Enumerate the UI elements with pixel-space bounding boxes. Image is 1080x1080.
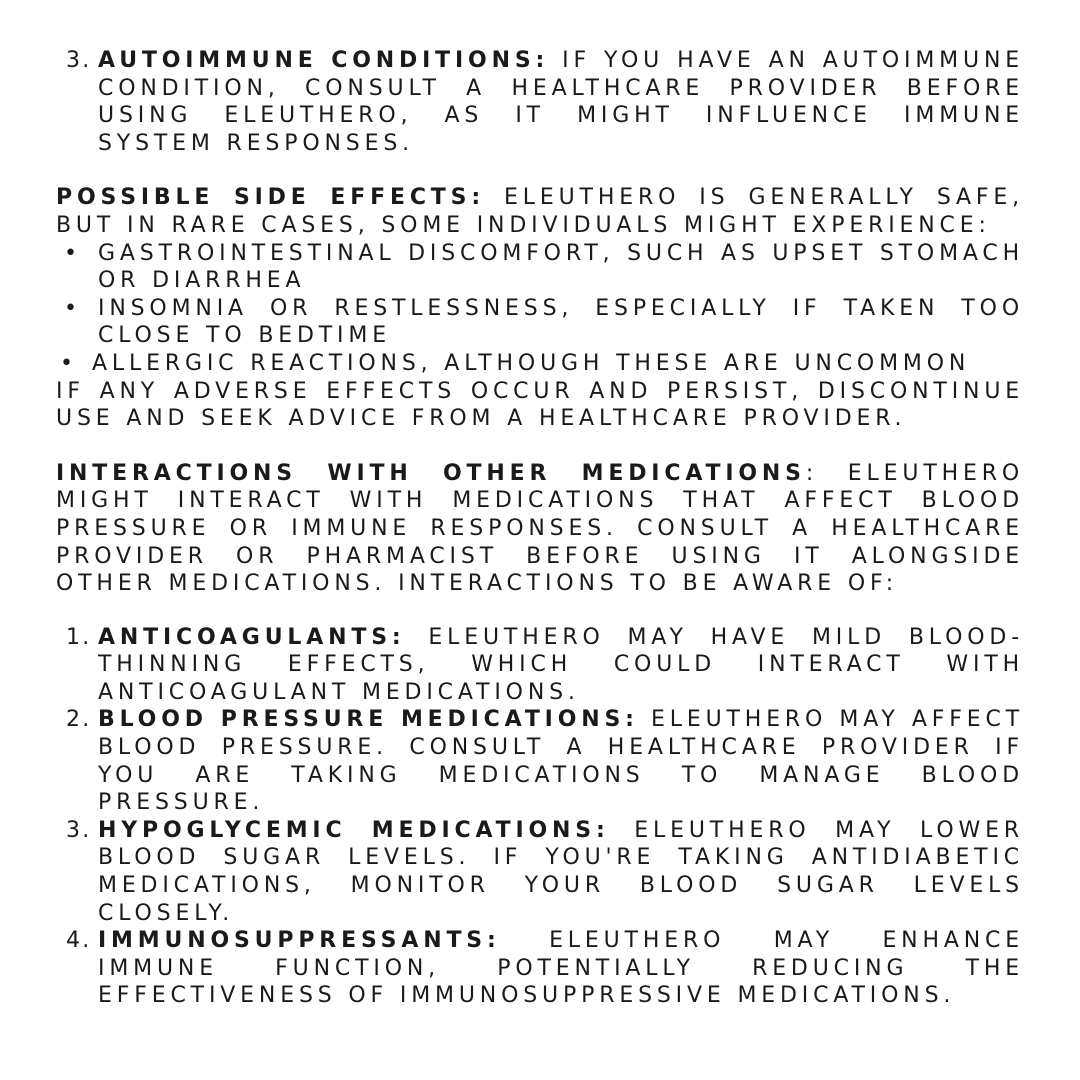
- side-effects-bullet-list: [56, 240, 1024, 378]
- item-heading: BLOOD PRESSURE MEDICATIONS:: [98, 707, 639, 733]
- interactions-intro: [56, 460, 1024, 598]
- section-text: ELEUTHERO IS GENERALLY SAFE, BUT IN RARE CASES, SOME INDIVIDUALS MIGHT EXPERIENCE:: [56, 185, 1024, 238]
- item-text: IF YOU HAVE AN AUTOIMMUNE CONDITION, CONSULT A HEALTHCARE PROVIDER BEFORE USING ELEUTHERO, AS IT MIGHT INFLUENCE IMMUNE SYSTEM RESPONSES.: [98, 48, 1024, 156]
- item-heading: IMMUNOSUPPRESSANTS:: [98, 928, 501, 954]
- item-text: ELEUTHERO MAY ENHANCE IMMUNE FUNCTION, POTENTIALLY REDUCING THE EFFECTIVENESS OF IMMUNOSUPPRESSIVE MEDICATIONS.: [98, 928, 1024, 1009]
- list-item-autoimmune: [56, 47, 1024, 157]
- document-page: [56, 47, 1024, 1010]
- bullet-text: GASTROINTESTINAL DISCOMFORT, SUCH AS UPSET STOMACH OR DIARRHEA: [98, 240, 1024, 294]
- list-item-hypoglycemic: [56, 817, 1024, 927]
- item-text: ELEUTHERO MAY AFFECT BLOOD PRESSURE. CONSULT A HEALTHCARE PROVIDER IF YOU ARE TAKING MEDICATIONS TO MANAGE BLOOD PRESSURE.: [98, 707, 1024, 816]
- side-effects-intro: [56, 184, 1024, 239]
- section-heading: INTERACTIONS WITH OTHER MEDICATIONS: [56, 460, 806, 486]
- item-heading: ANTICOAGULANTS:: [98, 624, 406, 650]
- side-effects-closing: IF ANY ADVERSE EFFECTS OCCUR AND PERSIST, DISCONTINUE USE AND SEEK ADVICE FROM A HEALTHCARE PROVIDER.: [56, 378, 1024, 432]
- interactions-section: [56, 460, 1024, 1010]
- spacer: [56, 433, 1024, 460]
- item-text: ELEUTHERO MAY HAVE MILD BLOOD-THINNING EFFECTS, WHICH COULD INTERACT WITH ANTICOAGULANT MEDICATIONS.: [98, 624, 1024, 705]
- section-heading: POSSIBLE SIDE EFFECTS:: [56, 185, 485, 211]
- list-number: 2.: [66, 707, 92, 733]
- interactions-numbered-list: [56, 624, 1024, 1010]
- list-item: [56, 350, 1024, 378]
- bullet-text: ALLERGIC REACTIONS, ALTHOUGH THESE ARE UNCOMMON: [92, 350, 971, 376]
- list-number: 3.: [66, 48, 92, 73]
- bullet-text: INSOMNIA OR RESTLESSNESS, ESPECIALLY IF TAKEN TOO CLOSE TO BEDTIME: [98, 295, 1024, 349]
- spacer: [56, 157, 1024, 184]
- intro-numbered-list: [56, 47, 1024, 157]
- item-text: ELEUTHERO MAY LOWER BLOOD SUGAR LEVELS. IF YOU'RE TAKING ANTIDIABETIC MEDICATIONS, MONITOR YOUR BLOOD SUGAR LEVELS CLOSELY.: [98, 817, 1024, 926]
- list-item-immunosuppressants: [56, 927, 1024, 1010]
- list-item-anticoagulants: [56, 624, 1024, 707]
- list-item: [56, 295, 1024, 350]
- item-heading: AUTOIMMUNE CONDITIONS:: [98, 48, 550, 73]
- bullet-icon: •: [64, 240, 77, 266]
- list-item: [56, 240, 1024, 295]
- list-number: 1.: [66, 624, 92, 650]
- bullet-icon: •: [60, 350, 73, 376]
- list-number: 3.: [66, 817, 92, 843]
- list-number: 4.: [66, 928, 92, 954]
- item-heading: HYPOGLYCEMIC MEDICATIONS:: [98, 817, 610, 843]
- side-effects-section: [56, 184, 1024, 432]
- spacer: [56, 598, 1024, 624]
- bullet-icon: •: [64, 295, 77, 321]
- list-item-blood-pressure: [56, 706, 1024, 816]
- section-text: : ELEUTHERO MIGHT INTERACT WITH MEDICATIONS THAT AFFECT BLOOD PRESSURE OR IMMUNE RESPONSES. CONSULT A HEALTHCARE PROVIDER OR PHARMACIST BEFORE USING IT ALONGSIDE OTHER MEDICATIONS. INTERACTIONS TO BE AWARE OF:: [56, 460, 1025, 597]
